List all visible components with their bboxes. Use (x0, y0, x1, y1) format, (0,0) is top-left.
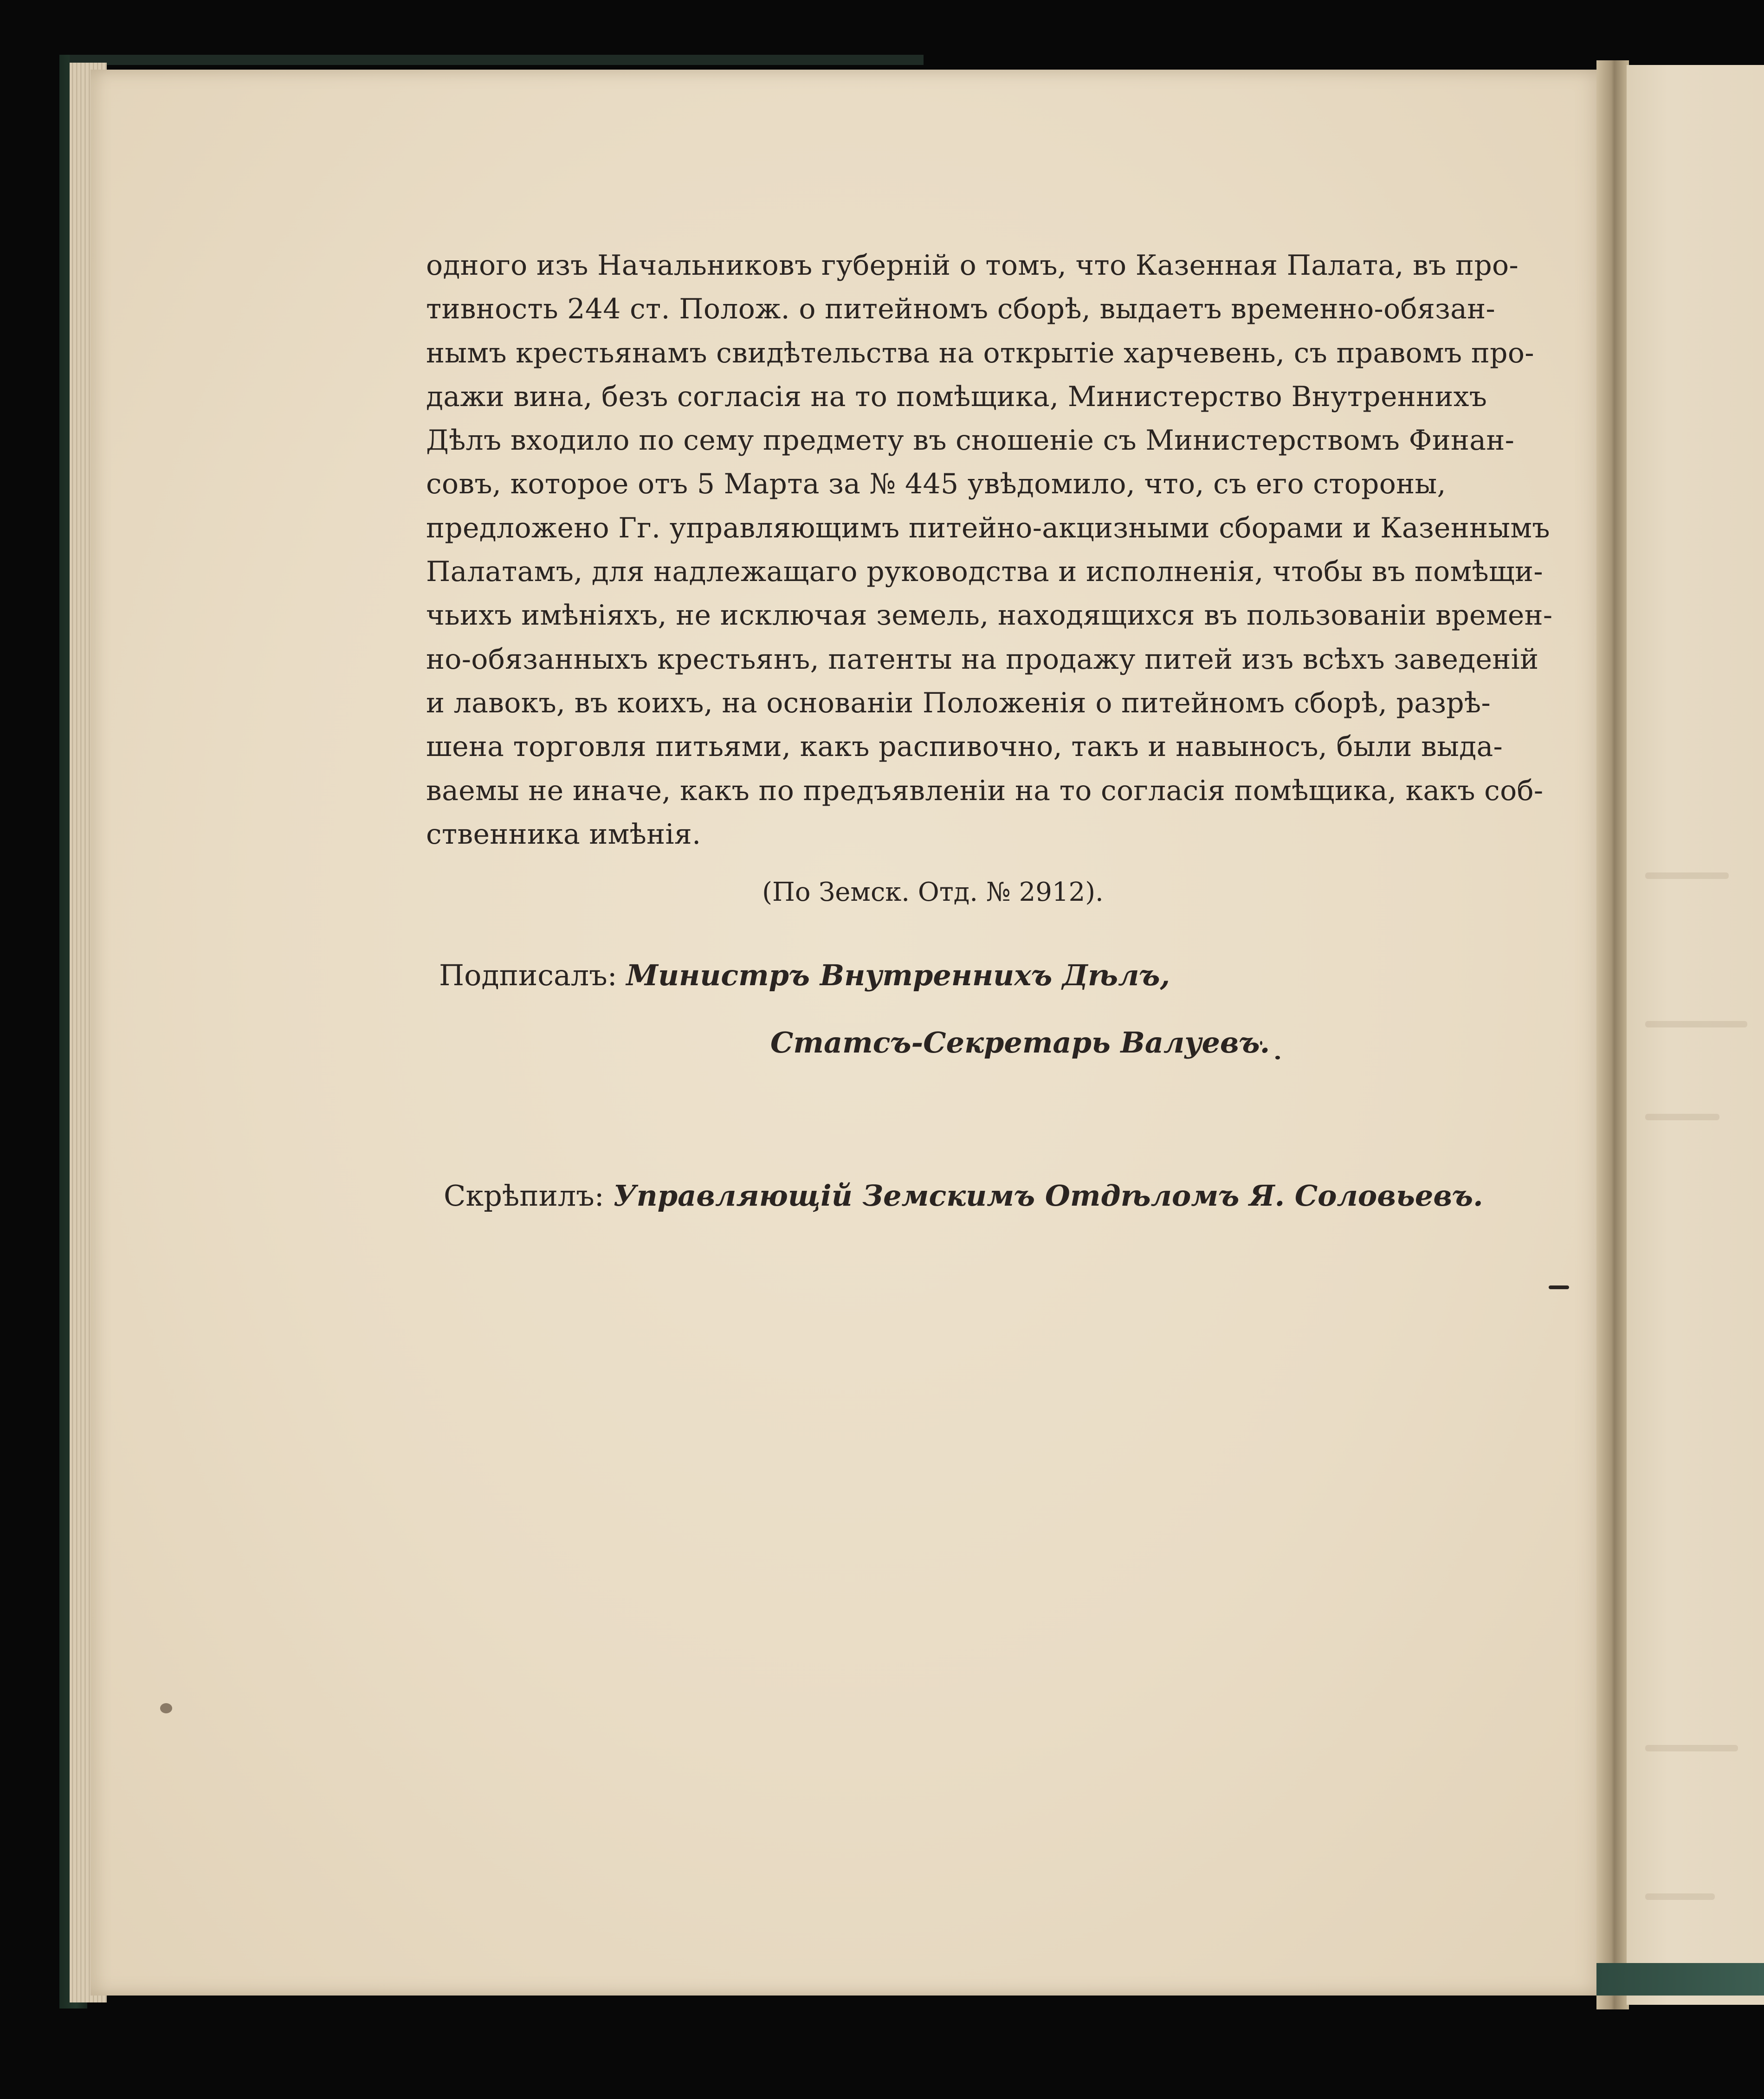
bleed-through-line (1645, 1114, 1719, 1120)
bleed-through-line (1645, 1021, 1747, 1027)
signed-label: Подписалъ: (439, 958, 617, 992)
signature-name (770, 1026, 1270, 1059)
text-line: тивность 244 ст. Полож. о питейномъ сборѣ, выдаетъ временно-обязан- (426, 293, 1496, 326)
countersign-line (444, 1179, 1483, 1213)
ink-dash (1549, 1285, 1569, 1289)
page-text-block (426, 244, 1553, 1213)
paper-blemish (160, 1703, 172, 1713)
text-line: совъ, которое отъ 5 Марта за № 445 увѣдомило, что, съ его стороны, (426, 468, 1446, 501)
countersigned-text: Управляющій Земскимъ Отдѣломъ Я. Соловьевъ. (613, 1179, 1483, 1213)
bleed-through-line (1645, 872, 1729, 879)
text-line: дажи вина, безъ согласія на то помѣщика, Министерство Внутреннихъ (426, 380, 1487, 413)
countersigned-label: Скрѣпилъ: (444, 1179, 604, 1213)
facing-page (1627, 65, 1764, 2005)
text-line: Дѣлъ входило по сему предмету въ сношеніе съ Министерствомъ Финан- (426, 424, 1515, 457)
text-line: и лавокъ, въ коихъ, на основаніи Положенія о питейномъ сборѣ, разрѣ- (426, 686, 1491, 719)
signed-title: Министръ Внутреннихъ Дѣлъ, (626, 958, 1170, 992)
text-line: нымъ крестьянамъ свидѣтельства на открытіе харчевень, съ правомъ про- (426, 336, 1534, 369)
binding-bottom-edge (1596, 1963, 1764, 1996)
signed-name: Статсъ-Секретарь Валуевъ. (770, 1026, 1270, 1059)
signature-line (439, 958, 1170, 992)
page-gutter (1596, 60, 1629, 2009)
text-line: чьихъ имѣніяхъ, не исключая земель, находящихся въ пользованіи времен- (426, 599, 1553, 632)
text-line: шена торговля питьями, какъ распивочно, такъ и навыносъ, были выда- (426, 730, 1503, 763)
text-line: Палатамъ, для надлежащаго руководства и исполненія, чтобы въ помѣщи- (426, 555, 1543, 588)
binding-top-edge (70, 55, 924, 65)
reference-number: (По Земск. Отд. № 2912). (762, 877, 1104, 907)
bleed-through-line (1645, 1745, 1738, 1751)
text-line: ственника имѣнія. (426, 818, 701, 851)
ink-speck (1275, 1056, 1280, 1059)
text-line: ваемы не иначе, какъ по предъявленіи на то согласія помѣщика, какъ соб- (426, 774, 1544, 807)
text-line: одного изъ Начальниковъ губерній о томъ, что Казенная Палата, въ про- (426, 249, 1519, 282)
text-line: предложено Гг. управляющимъ питейно-акцизными сборами и Казеннымъ (426, 511, 1550, 544)
body-paragraph (426, 244, 1553, 856)
text-line: но-обязанныхъ крестьянъ, патенты на продажу питей изъ всѣхъ заведеній (426, 643, 1539, 676)
bleed-through-line (1645, 1893, 1715, 1900)
